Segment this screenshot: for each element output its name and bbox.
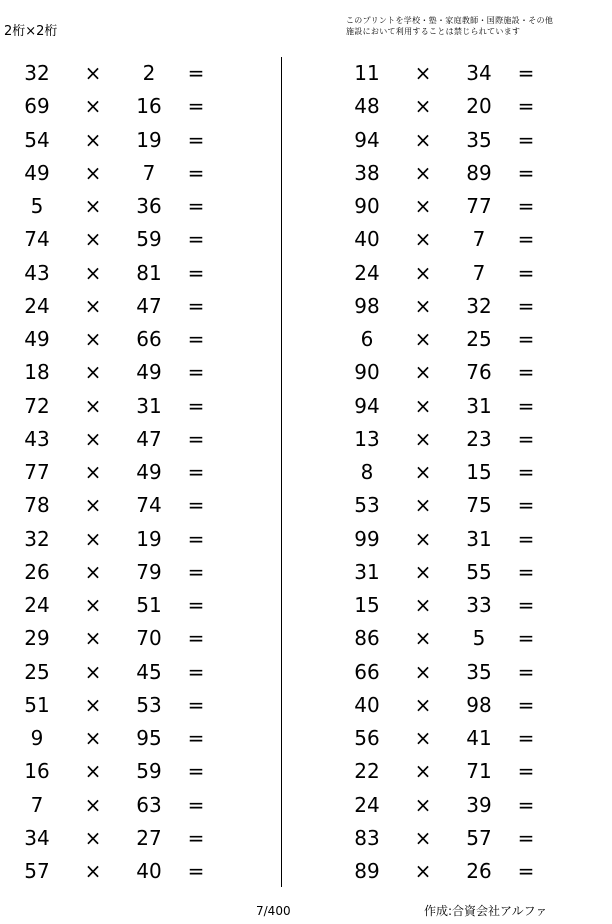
problem-row (330, 622, 590, 655)
multiplicand: 22 (354, 759, 380, 784)
multiplicand: 24 (354, 792, 380, 817)
times-sign: × (414, 194, 432, 218)
times-sign: × (84, 327, 102, 351)
problem-row (330, 489, 590, 522)
times-sign: × (414, 61, 432, 85)
multiplier: 40 (136, 859, 162, 883)
multiplicand: 69 (24, 94, 50, 119)
multiplicand: 57 (24, 859, 50, 883)
problem-row (0, 689, 260, 722)
times-sign: × (414, 393, 432, 418)
multiplier: 31 (466, 393, 492, 418)
times-sign: × (414, 127, 432, 152)
equals-sign: = (187, 526, 205, 551)
usage-notice-line2: 施設において利用することは禁じられています (346, 27, 521, 36)
problem-row (330, 190, 590, 223)
multiplier: 16 (136, 94, 162, 119)
problem-row (330, 822, 590, 855)
equals-sign: = (187, 692, 205, 717)
equals-sign: = (517, 293, 535, 318)
multiplicand: 86 (354, 626, 380, 651)
multiplier: 59 (136, 759, 162, 784)
problem-row (0, 622, 260, 655)
problem-row (330, 90, 590, 123)
multiplicand: 49 (24, 327, 50, 351)
multiplier: 19 (136, 526, 162, 551)
multiplicand: 98 (354, 293, 380, 318)
equals-sign: = (187, 593, 205, 617)
times-sign: × (84, 626, 102, 651)
multiplicand: 24 (24, 293, 50, 318)
multiplier: 71 (466, 759, 492, 784)
multiplicand: 24 (24, 593, 50, 617)
multiplier: 23 (466, 426, 492, 451)
multiplicand: 72 (24, 393, 50, 418)
multiplier: 31 (136, 393, 162, 418)
multiplier: 5 (472, 626, 486, 651)
times-sign: × (414, 526, 432, 551)
times-sign: × (414, 94, 432, 119)
multiplier: 26 (466, 859, 492, 883)
equals-sign: = (187, 61, 205, 85)
equals-sign: = (187, 393, 205, 418)
multiplicand: 48 (354, 94, 380, 119)
problem-row (0, 390, 260, 423)
multiplier: 47 (136, 426, 162, 451)
problem-row (330, 722, 590, 755)
equals-sign: = (187, 360, 205, 385)
times-sign: × (414, 160, 432, 185)
times-sign: × (84, 293, 102, 318)
problem-row (0, 157, 260, 190)
problem-row (330, 257, 590, 290)
equals-sign: = (517, 659, 535, 684)
times-sign: × (414, 792, 432, 817)
multiplier: 31 (466, 526, 492, 551)
multiplicand: 89 (354, 859, 380, 883)
multiplier: 39 (466, 792, 492, 817)
times-sign: × (84, 593, 102, 617)
equals-sign: = (187, 559, 205, 584)
multiplier: 75 (466, 493, 492, 518)
multiplicand: 8 (360, 460, 374, 484)
multiplicand: 40 (354, 692, 380, 717)
problem-row (0, 257, 260, 290)
equals-sign: = (517, 127, 535, 152)
multiplicand: 24 (354, 260, 380, 285)
multiplier: 15 (466, 460, 492, 484)
times-sign: × (84, 360, 102, 385)
multiplier: 20 (466, 94, 492, 119)
multiplier: 81 (136, 260, 162, 285)
multiplier: 66 (136, 327, 162, 351)
equals-sign: = (517, 61, 535, 85)
multiplicand: 7 (30, 792, 44, 817)
equals-sign: = (187, 127, 205, 152)
multiplicand: 51 (24, 692, 50, 717)
times-sign: × (84, 61, 102, 85)
times-sign: × (84, 393, 102, 418)
multiplicand: 25 (24, 659, 50, 684)
problem-row (0, 90, 260, 123)
problem-row (330, 290, 590, 323)
times-sign: × (414, 493, 432, 518)
equals-sign: = (517, 759, 535, 784)
times-sign: × (84, 759, 102, 784)
equals-sign: = (187, 260, 205, 285)
problem-row (0, 489, 260, 522)
problem-row (330, 755, 590, 788)
times-sign: × (84, 260, 102, 285)
times-sign: × (84, 426, 102, 451)
multiplier: 19 (136, 127, 162, 152)
multiplicand: 6 (360, 327, 374, 351)
times-sign: × (414, 293, 432, 318)
equals-sign: = (517, 393, 535, 418)
usage-notice (346, 15, 553, 37)
multiplicand: 13 (354, 426, 380, 451)
times-sign: × (414, 460, 432, 484)
multiplier: 47 (136, 293, 162, 318)
problem-row (0, 722, 260, 755)
equals-sign: = (187, 626, 205, 651)
times-sign: × (84, 194, 102, 218)
equals-sign: = (187, 726, 205, 750)
problem-row (330, 789, 590, 822)
times-sign: × (84, 94, 102, 119)
equals-sign: = (517, 726, 535, 750)
worksheet-title: 2桁×2桁 (4, 24, 58, 39)
equals-sign: = (517, 593, 535, 617)
equals-sign: = (517, 526, 535, 551)
multiplicand: 5 (30, 194, 44, 218)
times-sign: × (414, 626, 432, 651)
multiplicand: 31 (354, 559, 380, 584)
problem-row (330, 124, 590, 157)
problem-row (330, 656, 590, 689)
multiplier: 34 (466, 61, 492, 85)
problem-row (0, 789, 260, 822)
problem-row (330, 423, 590, 456)
problem-row (0, 523, 260, 556)
equals-sign: = (517, 426, 535, 451)
times-sign: × (414, 825, 432, 850)
multiplier: 49 (136, 460, 162, 484)
problem-row (0, 124, 260, 157)
multiplicand: 94 (354, 393, 380, 418)
equals-sign: = (187, 792, 205, 817)
equals-sign: = (517, 559, 535, 584)
equals-sign: = (187, 194, 205, 218)
multiplicand: 16 (24, 759, 50, 784)
page-number: 7/400 (256, 904, 291, 918)
multiplier: 36 (136, 194, 162, 218)
multiplier: 35 (466, 659, 492, 684)
multiplicand: 43 (24, 260, 50, 285)
multiplier: 33 (466, 593, 492, 617)
times-sign: × (84, 460, 102, 484)
usage-notice-line1: このプリントを学校・塾・家庭教師・国際施設・その他 (346, 16, 554, 25)
times-sign: × (414, 726, 432, 750)
author-credit: 作成:合資会社アルファ (424, 904, 548, 918)
problem-row (0, 423, 260, 456)
multiplicand: 9 (30, 726, 44, 750)
times-sign: × (414, 659, 432, 684)
problem-row (330, 855, 590, 888)
multiplicand: 56 (354, 726, 380, 750)
multiplier: 51 (136, 593, 162, 617)
multiplicand: 78 (24, 493, 50, 518)
multiplicand: 83 (354, 825, 380, 850)
problem-column-left (0, 57, 260, 888)
problem-row (0, 190, 260, 223)
multiplicand: 77 (24, 460, 50, 484)
times-sign: × (414, 759, 432, 784)
equals-sign: = (187, 759, 205, 784)
multiplier: 32 (466, 293, 492, 318)
problem-row (0, 57, 260, 90)
times-sign: × (414, 360, 432, 385)
times-sign: × (84, 659, 102, 684)
problem-row (330, 356, 590, 389)
problem-row (0, 755, 260, 788)
problem-row (330, 589, 590, 622)
multiplicand: 26 (24, 559, 50, 584)
equals-sign: = (517, 460, 535, 484)
multiplicand: 11 (354, 61, 380, 85)
problem-row (330, 157, 590, 190)
multiplicand: 90 (354, 194, 380, 218)
times-sign: × (414, 327, 432, 351)
multiplier: 41 (466, 726, 492, 750)
multiplier: 70 (136, 626, 162, 651)
times-sign: × (84, 859, 102, 883)
equals-sign: = (517, 825, 535, 850)
times-sign: × (414, 260, 432, 285)
problem-row (330, 390, 590, 423)
times-sign: × (84, 692, 102, 717)
multiplier: 55 (466, 559, 492, 584)
equals-sign: = (187, 227, 205, 252)
multiplicand: 32 (24, 526, 50, 551)
times-sign: × (414, 227, 432, 252)
problem-row (330, 523, 590, 556)
multiplier: 59 (136, 227, 162, 252)
multiplier: 95 (136, 726, 162, 750)
multiplier: 76 (466, 360, 492, 385)
equals-sign: = (517, 360, 535, 385)
multiplier: 49 (136, 360, 162, 385)
multiplicand: 29 (24, 626, 50, 651)
times-sign: × (84, 227, 102, 252)
multiplier: 35 (466, 127, 492, 152)
problem-row (0, 356, 260, 389)
equals-sign: = (517, 327, 535, 351)
problem-row (330, 323, 590, 356)
times-sign: × (84, 792, 102, 817)
times-sign: × (84, 726, 102, 750)
problem-row (0, 656, 260, 689)
equals-sign: = (517, 194, 535, 218)
equals-sign: = (517, 692, 535, 717)
equals-sign: = (517, 160, 535, 185)
equals-sign: = (517, 227, 535, 252)
multiplicand: 49 (24, 160, 50, 185)
equals-sign: = (187, 327, 205, 351)
equals-sign: = (187, 825, 205, 850)
times-sign: × (84, 825, 102, 850)
problem-row (0, 323, 260, 356)
equals-sign: = (517, 859, 535, 883)
problem-column-right (330, 57, 590, 888)
multiplicand: 90 (354, 360, 380, 385)
equals-sign: = (187, 160, 205, 185)
problem-row (0, 589, 260, 622)
equals-sign: = (187, 659, 205, 684)
multiplier: 53 (136, 692, 162, 717)
multiplicand: 38 (354, 160, 380, 185)
equals-sign: = (517, 94, 535, 119)
equals-sign: = (187, 460, 205, 484)
equals-sign: = (187, 859, 205, 883)
problem-row (0, 556, 260, 589)
times-sign: × (414, 692, 432, 717)
multiplier: 7 (142, 160, 156, 185)
multiplicand: 99 (354, 526, 380, 551)
equals-sign: = (187, 493, 205, 518)
equals-sign: = (517, 792, 535, 817)
multiplier: 77 (466, 194, 492, 218)
multiplicand: 43 (24, 426, 50, 451)
multiplicand: 32 (24, 61, 50, 85)
problem-row (330, 556, 590, 589)
multiplier: 98 (466, 692, 492, 717)
multiplicand: 66 (354, 659, 380, 684)
problem-row (330, 57, 590, 90)
times-sign: × (414, 559, 432, 584)
multiplicand: 54 (24, 127, 50, 152)
multiplicand: 53 (354, 493, 380, 518)
column-divider (281, 57, 282, 887)
problem-row (0, 290, 260, 323)
multiplicand: 18 (24, 360, 50, 385)
times-sign: × (84, 127, 102, 152)
times-sign: × (84, 526, 102, 551)
times-sign: × (84, 493, 102, 518)
multiplier: 2 (142, 61, 156, 85)
equals-sign: = (187, 426, 205, 451)
multiplicand: 94 (354, 127, 380, 152)
multiplier: 7 (472, 227, 486, 252)
equals-sign: = (187, 293, 205, 318)
problem-row (330, 689, 590, 722)
multiplier: 57 (466, 825, 492, 850)
multiplier: 74 (136, 493, 162, 518)
multiplicand: 40 (354, 227, 380, 252)
problem-row (330, 456, 590, 489)
equals-sign: = (517, 493, 535, 518)
multiplicand: 15 (354, 593, 380, 617)
multiplicand: 34 (24, 825, 50, 850)
equals-sign: = (517, 626, 535, 651)
problem-row (0, 223, 260, 256)
times-sign: × (414, 426, 432, 451)
problem-row (0, 456, 260, 489)
multiplier: 79 (136, 559, 162, 584)
multiplier: 27 (136, 825, 162, 850)
multiplier: 63 (136, 792, 162, 817)
multiplier: 25 (466, 327, 492, 351)
problem-row (330, 223, 590, 256)
times-sign: × (84, 559, 102, 584)
multiplier: 89 (466, 160, 492, 185)
times-sign: × (84, 160, 102, 185)
problem-row (0, 855, 260, 888)
times-sign: × (414, 593, 432, 617)
multiplier: 45 (136, 659, 162, 684)
equals-sign: = (187, 94, 205, 119)
multiplicand: 74 (24, 227, 50, 252)
equals-sign: = (517, 260, 535, 285)
multiplier: 7 (472, 260, 486, 285)
times-sign: × (414, 859, 432, 883)
problem-row (0, 822, 260, 855)
